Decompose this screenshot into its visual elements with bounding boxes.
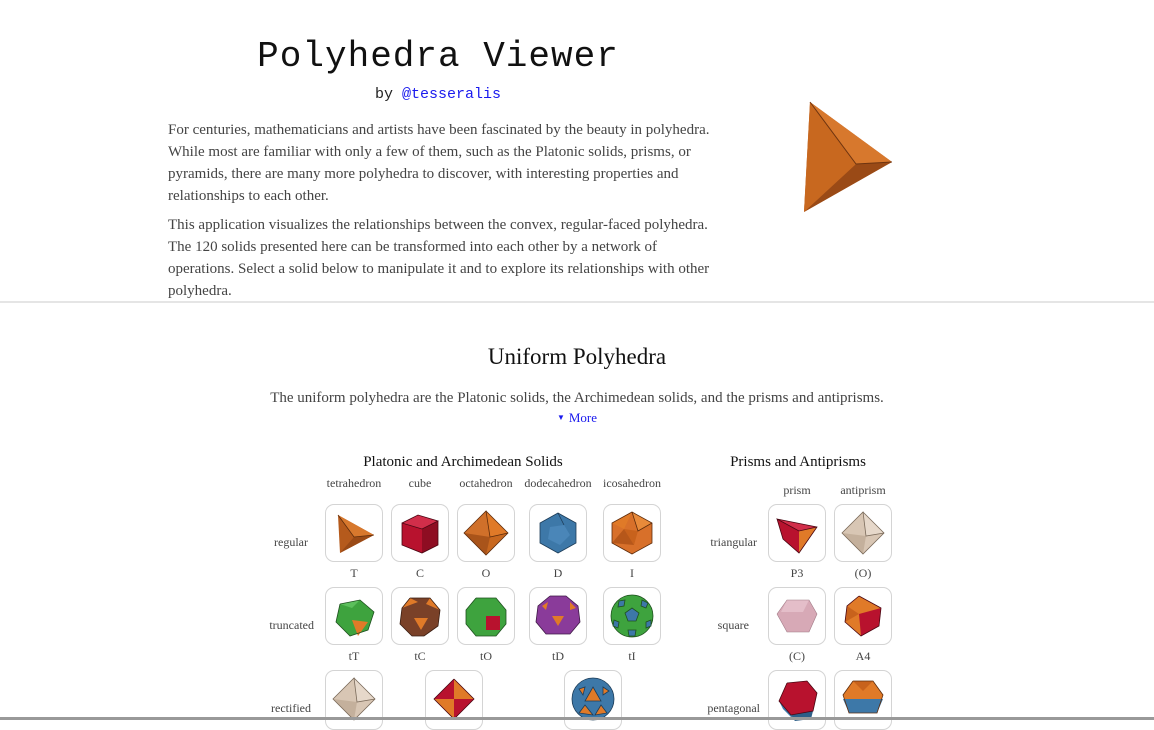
polyhedron-pentagonal-prism[interactable] [768,670,826,730]
byline-prefix: by [374,86,393,103]
group-title-prisms: Prisms and Antiprisms [730,454,866,470]
intro-paragraph-1: For centuries, mathematicians and artists have been fascinated by the beauty in polyhedra. While most are familiar with only a few of them, such as the Platonic solids, prisms, or pyramids, there are many more polyhedra to discover, with interesting properties and relationships to each other. [168,122,710,204]
intro-header [0,0,1154,302]
row-label-triangular: triangular [710,535,757,549]
caret-down-icon: ▼ [556,413,565,422]
polyhedron-square-antiprism[interactable] [834,587,892,645]
group-title-platonic: Platonic and Archimedean Solids [363,454,563,470]
col-label-icosahedron: icosahedron [603,476,661,490]
page-title: Polyhedra Viewer [257,36,619,77]
symbol-C-paren: (C) [789,649,805,663]
polyhedron-truncated-octahedron[interactable] [457,587,515,645]
row-label-regular: regular [274,535,308,549]
truncated-tetrahedron-icon [330,592,378,640]
col-label-dodecahedron: dodecahedron [524,476,592,490]
cube-icon [773,592,821,640]
symbol-O: O [481,566,491,580]
symbol-O-paren: (O) [854,566,872,580]
polyhedron-rectified-tetrahedron[interactable] [325,670,383,730]
square-antiprism-icon [839,592,887,640]
more-label: More [568,410,598,425]
polyhedron-octahedron[interactable] [457,504,515,562]
symbol-D: D [553,566,563,580]
cuboctahedron-icon [430,675,478,723]
col-label-antiprism: antiprism [840,483,886,497]
symbol-tD: tD [552,649,564,663]
polyhedron-truncated-cube[interactable] [391,587,449,645]
truncated-octahedron-icon [462,592,510,640]
pentagonal-antiprism-icon [839,675,887,723]
col-label-tetrahedron: tetrahedron [326,476,382,490]
octahedron-icon [462,509,510,557]
polyhedron-dodecahedron[interactable] [529,504,587,562]
polyhedron-triangular-prism[interactable] [768,504,826,562]
polyhedron-triangular-antiprism[interactable] [834,504,892,562]
symbol-P3: P3 [790,566,804,580]
octahedron-icon [839,509,887,557]
symbol-T: T [350,566,358,580]
symbol-A4: A4 [855,649,871,663]
symbol-I: I [630,566,634,580]
row-label-truncated: truncated [269,618,314,632]
pentagonal-prism-icon [773,675,821,723]
polyhedron-truncated-tetrahedron[interactable] [325,587,383,645]
symbol-tC: tC [414,649,426,663]
triangular-prism-icon [773,509,821,557]
polyhedron-pentagonal-antiprism[interactable] [834,670,892,730]
truncated-cube-icon [396,592,444,640]
tetrahedron-icon[interactable] [790,96,910,220]
truncated-dodecahedron-icon [534,592,582,640]
header-divider [0,301,1154,303]
octahedron-icon [330,675,378,723]
symbol-C: C [415,566,424,580]
symbol-tO: tO [480,649,492,663]
col-label-prism: prism [783,483,811,497]
polyhedron-icosidodecahedron[interactable] [564,670,622,730]
author-link[interactable]: @tesseralis [402,86,502,103]
col-label-cube: cube [408,476,432,490]
polyhedron-icosahedron[interactable] [603,504,661,562]
polyhedron-cube[interactable] [391,504,449,562]
row-label-square: square [717,618,749,632]
polyhedron-square-prism[interactable] [768,587,826,645]
polyhedron-truncated-icosahedron[interactable] [603,587,661,645]
row-label-rectified: rectified [271,701,311,715]
cube-icon [396,509,444,557]
truncated-icosahedron-icon [608,592,656,640]
polyhedron-cuboctahedron[interactable] [425,670,483,730]
tetrahedron-icon [330,509,378,557]
icosahedron-icon [608,509,656,557]
row-label-pentagonal: pentagonal [707,701,760,715]
dodecahedron-icon [534,509,582,557]
byline [168,86,708,103]
section-description: The uniform polyhedra are the Platonic solids, the Archimedean solids, and the prisms and antiprisms. [270,390,884,406]
icosidodecahedron-icon [569,675,617,723]
more-toggle[interactable] [0,410,1154,426]
section-title-uniform: Uniform Polyhedra [487,344,667,369]
polyhedron-tetrahedron[interactable] [325,504,383,562]
symbol-tI: tI [628,649,636,663]
col-label-octahedron: octahedron [459,476,513,490]
intro-paragraph-2: This application visualizes the relationships between the convex, regular-faced polyhedra. The 120 solids presented here can be transformed into each other by a network of operations. Select a solid below to manipulate it and to explore its relationships with other polyhedra. [168,217,710,299]
symbol-tT: tT [348,649,360,663]
polyhedron-truncated-dodecahedron[interactable] [529,587,587,645]
